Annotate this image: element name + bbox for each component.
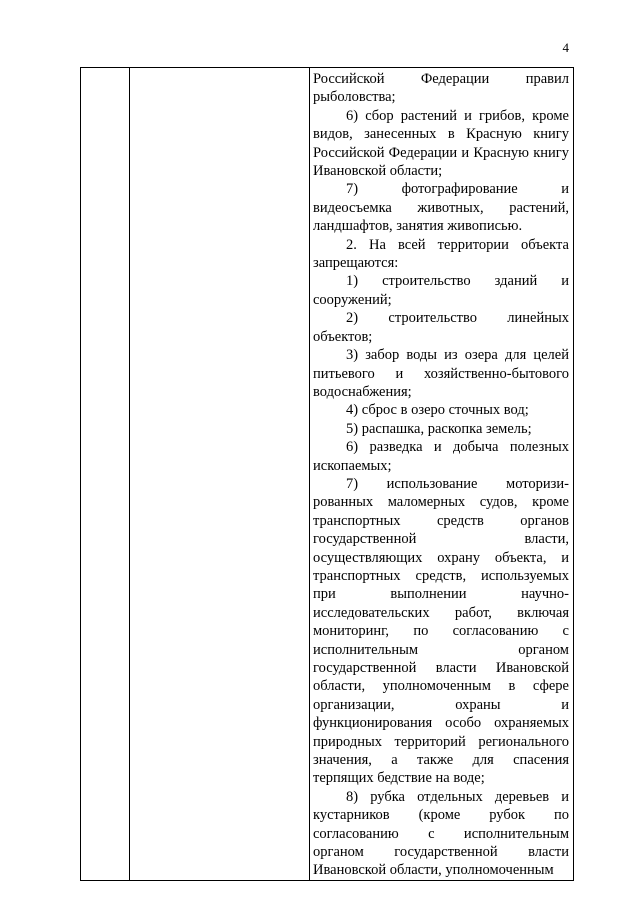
table-cell-number: [81, 68, 130, 881]
paragraph: 5) распашка, раскопка земель;: [346, 420, 532, 437]
table-cell-regime: [310, 68, 574, 881]
paragraph: 7) использование моторизи-рованных маломерных судов, кроме транспортных средств органов государственной власти, осуществляющих охрану объекта, и транспортных средств, используемых при выполнении научно-исследовательских работ, включая мониторинг, по согласованию с исполнительным органом государственной власти Ивановской области, уполномоченным в сфере организации, охраны и функционирования особо охраняемых природных территорий регионального значения, а также для спасения терпящих бедствие на воде;: [313, 475, 569, 787]
paragraph: 3) забор воды из озера для целей питьевого и хозяйственно-бытового водоснабжения;: [313, 347, 569, 400]
table-cell-name: [130, 68, 310, 881]
table-row: [81, 68, 574, 881]
paragraph: 7) фотографирование и видеосъемка животных, растений, ландшафтов, занятия живописью.: [313, 181, 569, 235]
paragraph: Российской Федерации правил рыболовства;: [313, 71, 569, 106]
paragraph: 1) строительство зданий и сооружений;: [313, 273, 569, 308]
page-number: 4: [562, 40, 569, 55]
paragraph: 2. На всей территории объекта запрещаются:: [313, 236, 569, 272]
paragraph: 6) разведка и добыча полезных ископаемых;: [313, 439, 569, 474]
regime-text: [310, 68, 573, 880]
paragraph: 6) сбор растений и грибов, кроме видов, занесенных в Красную книгу Российской Федерации и Красную книгу Ивановской области;: [313, 107, 569, 180]
paragraph: 4) сброс в озеро сточных вод;: [346, 402, 529, 419]
paragraph: 2) строительство линейных объектов;: [313, 310, 569, 345]
document-table: [80, 67, 574, 881]
paragraph: 8) рубка отдельных деревьев и кустарников (кроме рубок по согласованию с исполнительным органом государственной власти Ивановской области, уполномоченным: [313, 788, 569, 879]
